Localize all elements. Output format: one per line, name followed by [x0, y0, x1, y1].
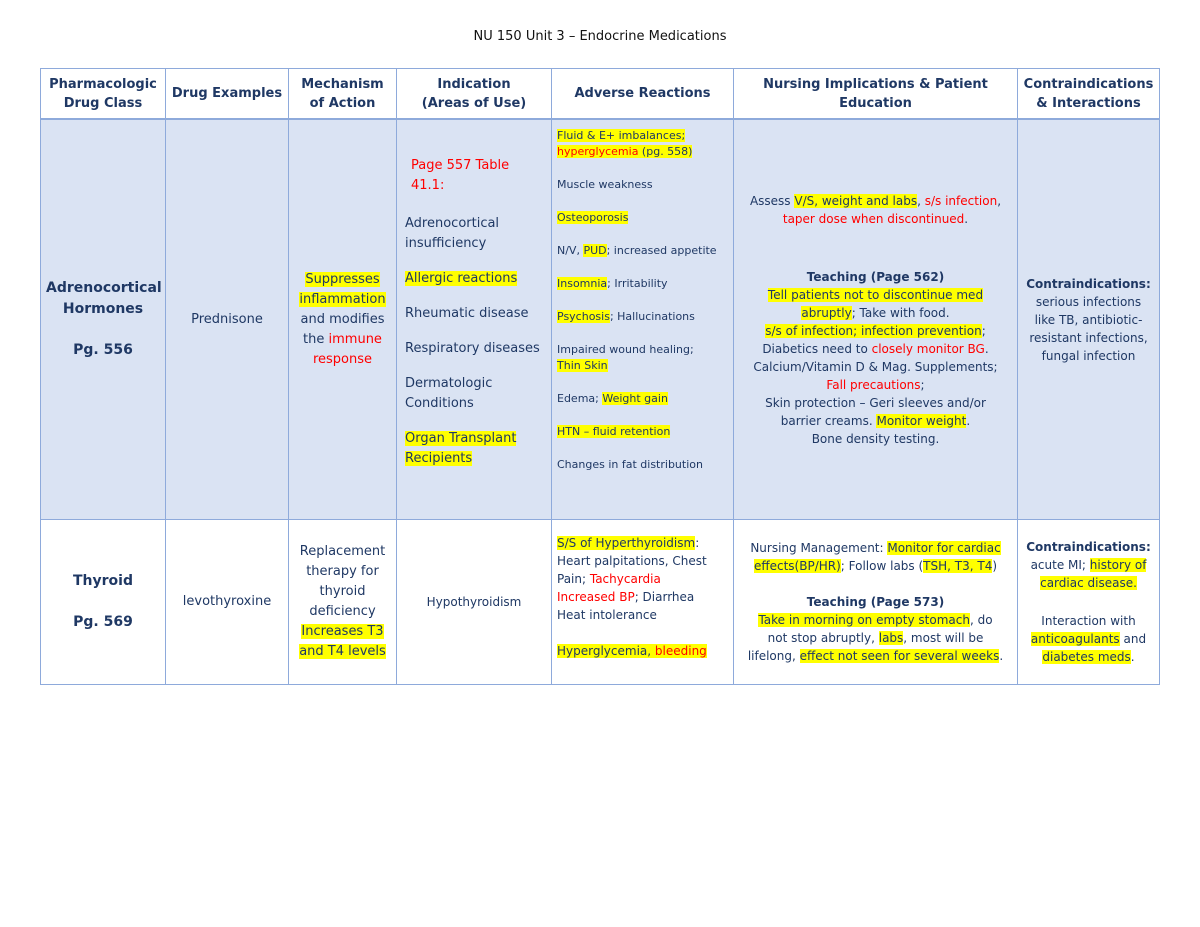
- cell-mechanism: [289, 119, 397, 520]
- cell-indication: [397, 119, 552, 520]
- list-item: [1023, 612, 1154, 666]
- text-line: [557, 358, 728, 374]
- text-run: .: [984, 341, 989, 356]
- text-run: Hypothyroidism: [426, 595, 522, 609]
- text-run: .: [1130, 650, 1135, 664]
- header-line: Education: [839, 95, 912, 111]
- text-line: [405, 429, 546, 449]
- header-line: Drug Class: [63, 95, 143, 111]
- header-line: of Action: [309, 95, 376, 111]
- text-line: [739, 304, 1012, 322]
- indication-list: [402, 593, 546, 611]
- text-run: like TB, antibiotic-: [1034, 312, 1143, 327]
- header-line: & Interactions: [1036, 95, 1141, 111]
- text-line: [1023, 329, 1154, 347]
- text-run: Adrenocortical: [405, 215, 500, 231]
- text-line: [294, 642, 391, 662]
- text-run: resistant infections,: [1029, 330, 1148, 345]
- text-run: .: [999, 649, 1004, 663]
- emphasis-text: s/s infection: [924, 193, 998, 208]
- text-line: [739, 430, 1012, 448]
- text-run: Diabetics need to: [762, 341, 872, 356]
- highlighted-text: Allergic reactions: [405, 270, 518, 286]
- text-run: ;: [981, 323, 986, 338]
- text-line: [557, 570, 728, 588]
- text-run: barrier creams.: [780, 413, 877, 428]
- header-line: Adverse Reactions: [574, 86, 711, 101]
- text-run: Nursing Management:: [750, 541, 888, 555]
- highlighted-text: labs: [878, 631, 904, 645]
- list-item: [557, 391, 728, 407]
- text-line: [739, 210, 1012, 228]
- highlighted-text: ,: [647, 644, 655, 658]
- text-line: [294, 330, 391, 350]
- highlighted-text: (pg. 558): [638, 145, 693, 158]
- text-line: [739, 557, 1012, 575]
- text-line: [1023, 275, 1154, 293]
- text-run: ): [992, 559, 998, 573]
- text-run: Edema;: [557, 392, 603, 405]
- text-run: Calcium/Vitamin D & Mag. Supplements;: [753, 359, 998, 374]
- text-line: [739, 340, 1012, 358]
- text-line: [294, 310, 391, 330]
- highlighted-text: HTN – fluid retention: [557, 425, 671, 438]
- text-line: [557, 588, 728, 606]
- text-line: [294, 562, 391, 582]
- document-title: NU 150 Unit 3 – Endocrine Medications: [473, 29, 727, 44]
- text-run: Skin protection – Geri sleeves and/or: [765, 395, 986, 410]
- text-run: ,: [997, 193, 1002, 208]
- text-line: [1023, 311, 1154, 329]
- text-run: not stop abruptly,: [767, 631, 879, 645]
- cell-drug-class: [41, 119, 166, 520]
- text-run: Respiratory diseases: [405, 340, 540, 356]
- mechanism-text: [294, 542, 391, 662]
- header-line: Drug Examples: [171, 86, 283, 101]
- highlighted-text: Monitor for cardiac: [887, 541, 1001, 555]
- list-item: [557, 309, 728, 325]
- table-row-adrenocortical: [41, 119, 1160, 520]
- list-item: [557, 534, 728, 624]
- list-item: [405, 429, 546, 469]
- text-run: Heat intolerance: [557, 608, 657, 622]
- highlighted-text: bleeding: [654, 644, 707, 658]
- text-run: ; Diarrhea: [634, 590, 695, 604]
- list-item: [557, 128, 728, 160]
- indication-reference: Page 557 Table 41.1:: [411, 157, 510, 193]
- text-run: therapy for: [306, 564, 379, 579]
- list-item: [405, 214, 546, 254]
- highlighted-text: V/S, weight and labs: [794, 193, 918, 208]
- highlighted-text: Psychosis: [557, 310, 610, 323]
- text-run: , most will be: [903, 631, 984, 645]
- header-line: Mechanism: [301, 76, 384, 92]
- drug-class-name: [46, 571, 160, 592]
- text-line: [557, 391, 728, 407]
- cell-contraindications: [1018, 520, 1160, 685]
- list-item: [405, 269, 546, 289]
- emphasis-text: Tachycardia: [589, 572, 661, 586]
- emphasis-text: closely monitor BG: [871, 341, 985, 356]
- list-item: [557, 210, 728, 226]
- text-line: [557, 276, 728, 292]
- header-indication: [397, 69, 552, 120]
- header-adverse-reactions: [552, 69, 734, 120]
- highlighted-text: Tell patients not to discontinue med: [767, 287, 984, 302]
- highlighted-text: Monitor weight: [876, 413, 967, 428]
- highlighted-text: Suppresses: [305, 271, 380, 287]
- highlighted-text: inflammation: [299, 291, 386, 307]
- contraindication-list: [1023, 538, 1154, 666]
- text-line: [405, 234, 546, 254]
- text-line: [739, 647, 1012, 665]
- text-line: [557, 457, 728, 473]
- drug-class-name: [46, 278, 160, 320]
- text-run: Dermatologic: [405, 375, 493, 391]
- list-item: [557, 177, 728, 193]
- emphasis-text: response: [312, 351, 373, 367]
- text-run: fungal infection: [1041, 348, 1136, 363]
- cell-adverse-reactions: [552, 119, 734, 520]
- text-line: [557, 642, 728, 660]
- list-item: [557, 276, 728, 292]
- text-line: [405, 304, 546, 324]
- indication-list: [405, 214, 546, 469]
- text-run: Pain;: [557, 572, 590, 586]
- highlighted-text: hyperglycemia: [557, 145, 639, 158]
- cell-nursing-implications: [734, 520, 1018, 685]
- text-run: ; increased appetite: [606, 244, 717, 257]
- text-line: [1023, 612, 1154, 630]
- list-item: [405, 339, 546, 359]
- highlighted-text: Take in morning on empty stomach: [758, 613, 970, 627]
- drug-class-name-line: Hormones: [62, 301, 144, 317]
- text-run: acute MI;: [1030, 558, 1090, 572]
- highlighted-text: effect not seen for several weeks: [799, 649, 1000, 663]
- text-line: [1023, 574, 1154, 592]
- text-line: [294, 602, 391, 622]
- highlighted-text: Insomnia: [557, 277, 608, 290]
- highlighted-text: anticoagulants: [1030, 632, 1120, 646]
- text-line: [557, 128, 728, 144]
- adverse-list: [557, 534, 728, 660]
- text-run: ; Hallucinations: [609, 310, 695, 323]
- highlighted-text: PUD: [583, 244, 607, 257]
- text-line: [739, 376, 1012, 394]
- text-line: [739, 412, 1012, 430]
- cell-drug-example: Prednisone: [166, 119, 289, 520]
- table-row-thyroid: [41, 520, 1160, 685]
- text-run: .: [966, 413, 971, 428]
- text-line: [739, 322, 1012, 340]
- nursing-assessment: [739, 539, 1012, 575]
- text-run: Muscle weakness: [557, 178, 653, 191]
- cell-drug-class: [41, 520, 166, 685]
- text-line: [1023, 538, 1154, 556]
- highlighted-text: Organ Transplant: [405, 430, 517, 446]
- header-line: Indication: [437, 76, 511, 92]
- text-run: lifelong,: [747, 649, 800, 663]
- text-run: ,: [917, 193, 925, 208]
- nursing-assessment: [739, 192, 1012, 228]
- text-line: [294, 582, 391, 602]
- contraindication-list: [1023, 275, 1154, 365]
- text-run: Assess: [749, 193, 795, 208]
- header-line: Nursing Implications & Patient: [763, 76, 988, 92]
- text-run: the: [303, 331, 329, 347]
- text-line: [294, 542, 391, 562]
- list-item: [1023, 275, 1154, 365]
- highlighted-text: s/s of infection; infection prevention: [765, 323, 982, 338]
- text-line: [557, 177, 728, 193]
- text-run: Teaching (Page 562): [806, 269, 945, 284]
- highlighted-text: Osteoporosis: [557, 211, 629, 224]
- text-line: [557, 424, 728, 440]
- list-item: [402, 593, 546, 611]
- text-run: thyroid: [319, 584, 366, 599]
- mechanism-text: [294, 270, 391, 370]
- text-run: Contraindications:: [1026, 540, 1151, 554]
- text-line: [405, 394, 546, 414]
- text-line: [294, 270, 391, 290]
- text-line: [294, 290, 391, 310]
- highlighted-text: Increases T3: [301, 624, 384, 639]
- adverse-list: [557, 128, 728, 473]
- text-run: serious infections: [1035, 294, 1142, 309]
- text-line: [739, 629, 1012, 647]
- highlighted-text: Fluid & E+ imbalances;: [557, 129, 686, 142]
- highlighted-text: S/S of Hyperthyroidism: [557, 536, 696, 550]
- cell-drug-example: levothyroxine: [166, 520, 289, 685]
- highlighted-text: TSH, T3, T4: [923, 559, 993, 573]
- text-line: [739, 394, 1012, 412]
- list-item: [557, 342, 728, 374]
- header-nursing-implications: [734, 69, 1018, 120]
- header-drug-examples: [166, 69, 289, 120]
- header-line: Contraindications: [1023, 76, 1154, 92]
- text-line: [557, 144, 728, 160]
- header-line: Pharmacologic: [49, 76, 157, 92]
- text-line: [739, 358, 1012, 376]
- list-item: [557, 642, 728, 660]
- text-run: Contraindications:: [1026, 276, 1151, 291]
- highlighted-text: effects(BP/HR): [753, 559, 841, 573]
- text-run: ; Irritability: [607, 277, 668, 290]
- drug-class-name-line: Adrenocortical: [46, 280, 162, 296]
- text-line: [557, 309, 728, 325]
- header-line: (Areas of Use): [421, 95, 527, 111]
- text-run: Rheumatic disease: [405, 305, 529, 321]
- text-line: [405, 374, 546, 394]
- header-row: [41, 69, 1160, 120]
- text-line: [294, 622, 391, 642]
- text-line: [405, 269, 546, 289]
- cell-indication: [397, 520, 552, 685]
- text-line: [739, 611, 1012, 629]
- drug-class-page: Pg. 556: [73, 342, 133, 358]
- highlighted-text: diabetes meds: [1042, 650, 1131, 664]
- highlighted-text: and T4 levels: [299, 644, 386, 659]
- text-run: and: [1119, 632, 1147, 646]
- text-line: [1023, 630, 1154, 648]
- text-line: [739, 539, 1012, 557]
- text-line: [557, 534, 728, 552]
- text-line: [294, 350, 391, 370]
- text-run: Interaction with: [1041, 614, 1136, 628]
- text-run: ; Take with food.: [851, 305, 950, 320]
- text-run: Conditions: [405, 395, 474, 411]
- text-line: [1023, 347, 1154, 365]
- text-line: [1023, 556, 1154, 574]
- text-line: [557, 342, 728, 358]
- text-run: .: [964, 211, 969, 226]
- text-line: [739, 286, 1012, 304]
- text-line: [405, 339, 546, 359]
- text-run: N/V,: [557, 244, 584, 257]
- text-line: [739, 192, 1012, 210]
- emphasis-text: immune: [328, 331, 382, 347]
- text-run: ; Follow labs (: [840, 559, 924, 573]
- text-run: Bone density testing.: [811, 431, 940, 446]
- list-item: [405, 304, 546, 324]
- emphasis-text: Fall precautions: [826, 377, 921, 392]
- highlighted-text: Weight gain: [602, 392, 668, 405]
- text-run: Changes in fat distribution: [557, 458, 703, 471]
- cell-adverse-reactions: [552, 520, 734, 685]
- text-run: deficiency: [309, 604, 376, 619]
- highlighted-text: Thin Skin: [557, 359, 608, 372]
- text-line: [405, 449, 546, 469]
- list-item: [557, 424, 728, 440]
- list-item: [557, 457, 728, 473]
- text-line: [557, 552, 728, 570]
- cell-nursing-implications: [734, 119, 1018, 520]
- text-run: and modifies: [300, 311, 385, 327]
- highlighted-text: abruptly: [801, 305, 852, 320]
- text-line: [1023, 293, 1154, 311]
- endocrine-medications-table: [40, 68, 1160, 685]
- cell-mechanism: [289, 520, 397, 685]
- nursing-teaching: [739, 593, 1012, 665]
- header-drug-class: [41, 69, 166, 120]
- highlighted-text: Recipients: [405, 450, 473, 466]
- text-line: [739, 593, 1012, 611]
- text-run: insufficiency: [405, 235, 487, 251]
- highlighted-text: history of: [1089, 558, 1147, 572]
- list-item: [1023, 538, 1154, 592]
- text-run: Impaired wound healing;: [557, 343, 694, 356]
- emphasis-text: Increased BP: [557, 590, 635, 604]
- header-mechanism: [289, 69, 397, 120]
- header-contraindications: [1018, 69, 1160, 120]
- drug-class-name-line: Thyroid: [73, 573, 133, 589]
- text-line: [405, 214, 546, 234]
- text-line: [402, 593, 546, 611]
- list-item: [557, 243, 728, 259]
- list-item: [405, 374, 546, 414]
- text-line: [557, 606, 728, 624]
- nursing-teaching: [739, 268, 1012, 448]
- text-line: [557, 243, 728, 259]
- text-line: [739, 268, 1012, 286]
- text-run: Replacement: [299, 544, 386, 559]
- text-run: ;: [920, 377, 925, 392]
- highlighted-text: cardiac disease.: [1040, 576, 1137, 590]
- text-run: Teaching (Page 573): [806, 595, 945, 609]
- drug-class-page: Pg. 569: [73, 614, 133, 630]
- cell-contraindications: [1018, 119, 1160, 520]
- text-run: , do: [969, 613, 993, 627]
- text-line: [1023, 648, 1154, 666]
- highlighted-text: Hyperglycemia: [557, 644, 648, 658]
- emphasis-text: taper dose when discontinued: [782, 211, 965, 226]
- text-run: Heart palpitations, Chest: [557, 554, 707, 568]
- text-run: :: [695, 536, 700, 550]
- text-line: [557, 210, 728, 226]
